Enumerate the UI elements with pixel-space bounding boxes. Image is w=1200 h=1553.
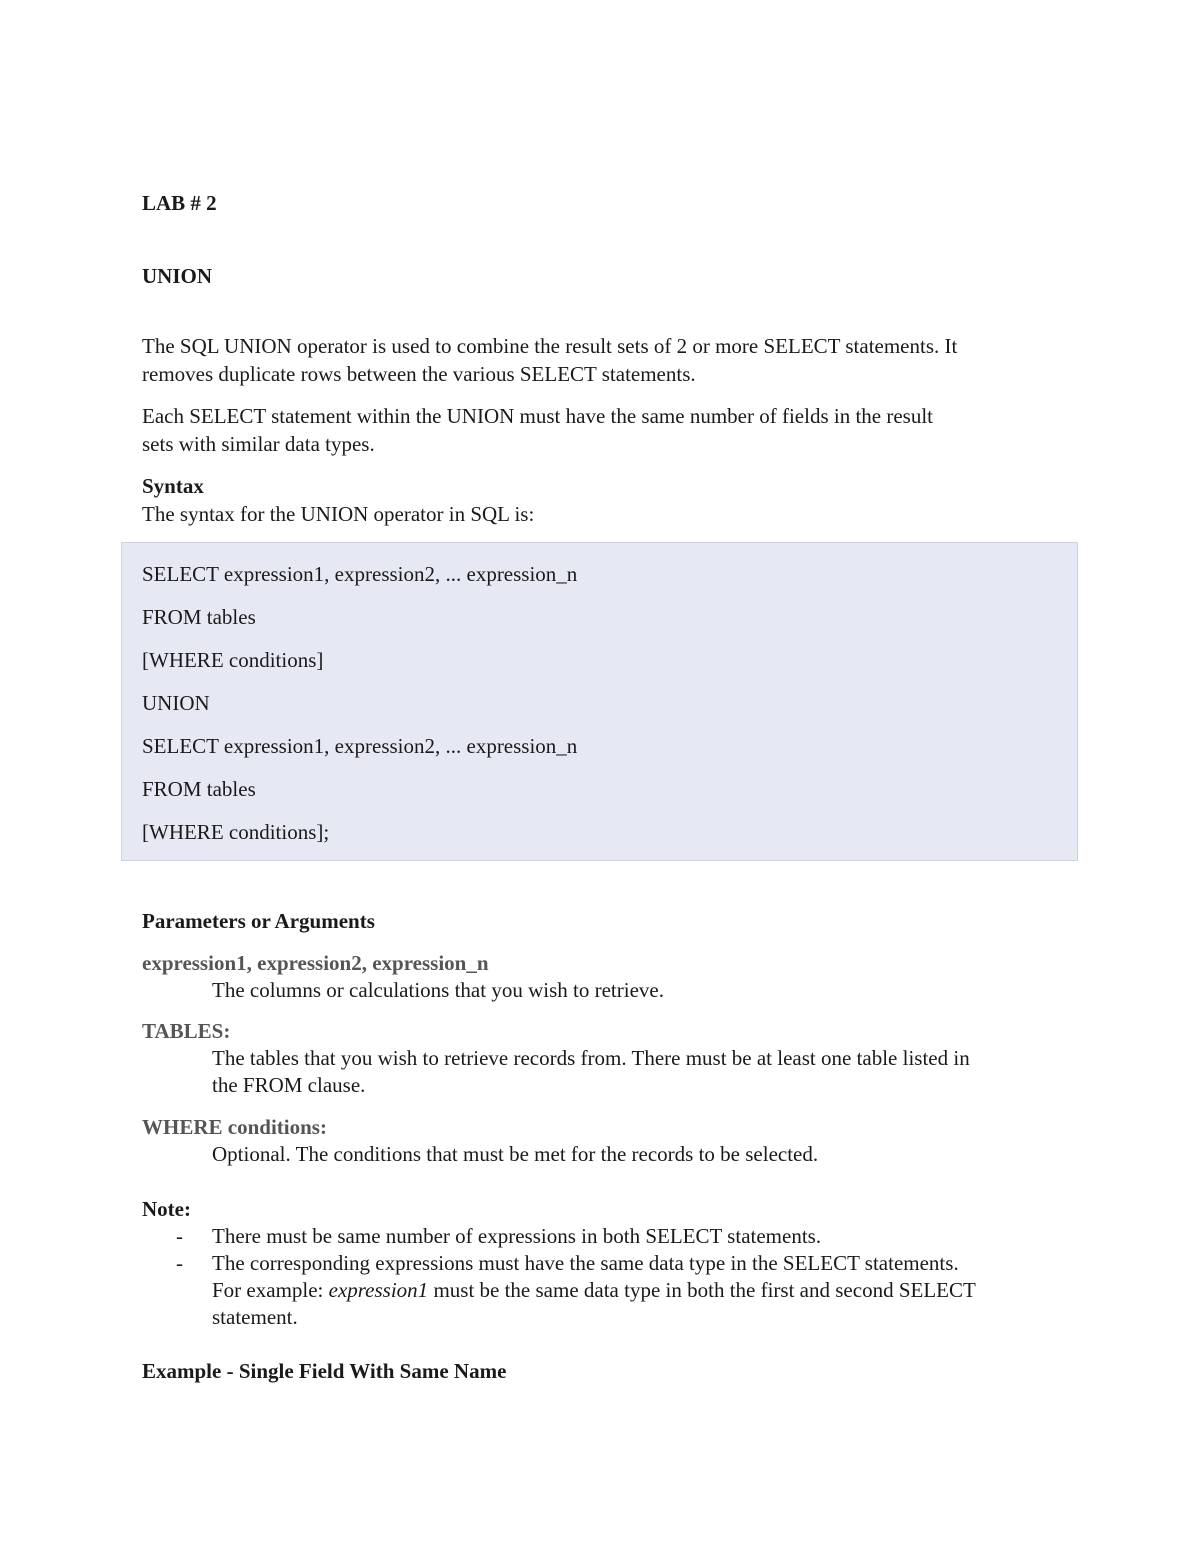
param-term-expressions: expression1, expression2, expression_n xyxy=(142,951,489,975)
code-line: UNION xyxy=(142,691,210,715)
intro-line-3: Each SELECT statement within the UNION must have the same number of fields in the result xyxy=(142,404,934,428)
section-title: UNION xyxy=(142,264,213,288)
note-bullet-2-line-3: statement. xyxy=(212,1305,298,1329)
note-bullet-1: There must be same number of expressions in both SELECT statements. xyxy=(212,1224,822,1248)
param-term-tables: TABLES: xyxy=(142,1019,231,1043)
code-line: [WHERE conditions]; xyxy=(142,820,330,844)
intro-line-2: removes duplicate rows between the various SELECT statements. xyxy=(142,362,696,386)
intro-line-4: sets with similar data types. xyxy=(142,432,375,456)
code-line: [WHERE conditions] xyxy=(142,648,324,672)
example-heading: Example - Single Field With Same Name xyxy=(142,1359,507,1383)
syntax-text: The syntax for the UNION operator in SQL is: xyxy=(142,502,535,526)
param-desc-tables-2: the FROM clause. xyxy=(212,1073,366,1097)
param-desc-where: Optional. The conditions that must be met for the records to be selected. xyxy=(212,1142,819,1166)
code-line: FROM tables xyxy=(142,605,256,629)
param-term-where: WHERE conditions: xyxy=(142,1115,327,1139)
note-bullet-2-line-2 xyxy=(212,1277,976,1304)
parameters-heading: Parameters or Arguments xyxy=(142,909,375,933)
syntax-heading: Syntax xyxy=(142,474,204,498)
code-block xyxy=(121,542,1078,861)
note-bullet-2-suffix: must be the same data type in both the first and second SELECT xyxy=(428,1278,976,1302)
bullet-marker: - xyxy=(176,1251,183,1275)
code-line: FROM tables xyxy=(142,777,256,801)
lab-title: LAB # 2 xyxy=(142,191,217,215)
code-line: SELECT expression1, expression2, ... expression_n xyxy=(142,734,578,758)
note-heading: Note: xyxy=(142,1197,191,1221)
note-bullet-2-line-1: The corresponding expressions must have the same data type in the SELECT statements. xyxy=(212,1251,959,1275)
param-desc-expressions: The columns or calculations that you wish to retrieve. xyxy=(212,978,664,1002)
note-bullet-2-em: expression1 xyxy=(328,1278,429,1302)
param-desc-tables-1: The tables that you wish to retrieve records from. There must be at least one table listed in xyxy=(212,1046,970,1070)
code-line: SELECT expression1, expression2, ... expression_n xyxy=(142,562,578,586)
note-bullet-2-prefix: For example: xyxy=(212,1278,329,1302)
intro-line-1: The SQL UNION operator is used to combine the result sets of 2 or more SELECT statements. It xyxy=(142,334,958,358)
bullet-marker: - xyxy=(176,1224,183,1248)
